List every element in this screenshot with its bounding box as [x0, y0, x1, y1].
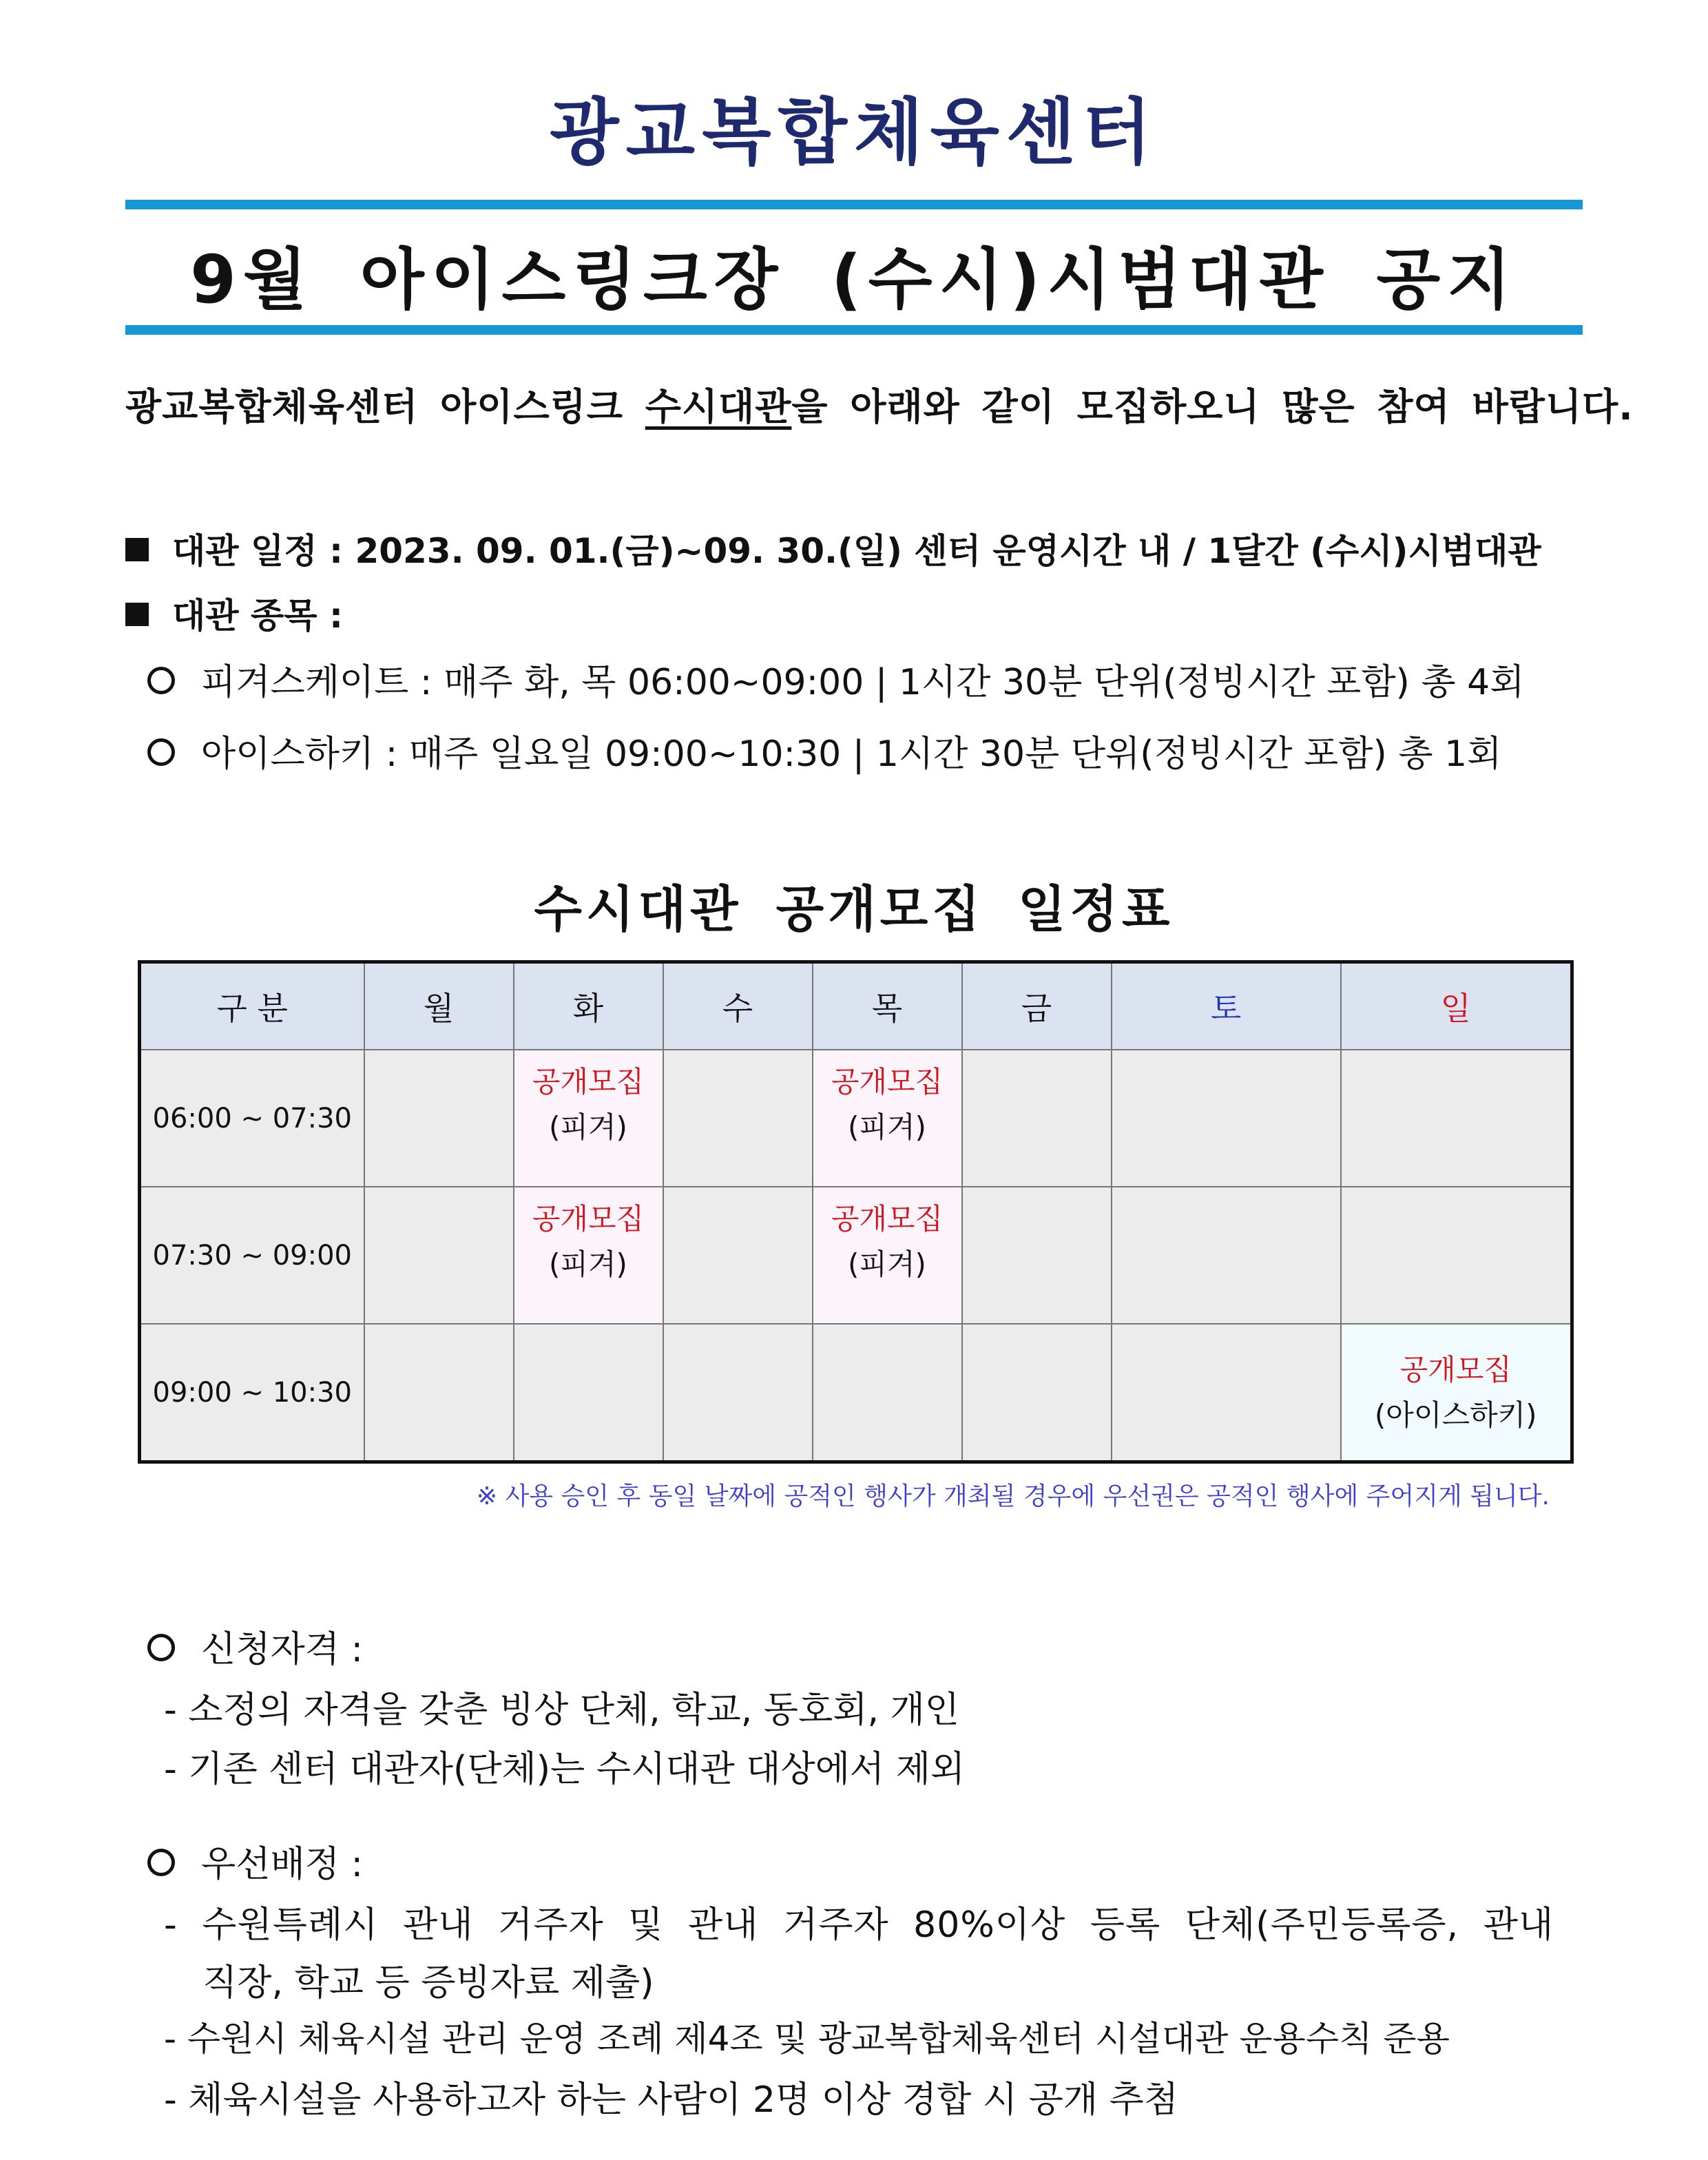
header-fri: 금: [962, 962, 1112, 1050]
cell-thu: [813, 1324, 962, 1462]
recruit-label: 공개모집: [831, 1064, 944, 1099]
priority-label: 우선배정 :: [201, 1844, 363, 1885]
cell-fri: [962, 1050, 1112, 1187]
table-row: [140, 1324, 1572, 1462]
cell-sun: [1341, 1050, 1572, 1187]
eligibility-heading: [147, 1620, 363, 1672]
cell-mon: [364, 1187, 514, 1324]
schedule-label: 대관 일정 :: [172, 531, 344, 571]
recruit-label: 공개모집: [532, 1064, 645, 1099]
priority-heading: [147, 1835, 363, 1887]
events-line: [125, 588, 343, 638]
title-rule-bottom: [125, 325, 1583, 335]
org-title: 광교복합체육센터: [550, 90, 1158, 174]
cell-thu: [813, 1187, 962, 1324]
header-mon: 월: [364, 962, 514, 1050]
event-item-text: 피겨스케이트 : 매주 화, 목 06:00~09:00 | 1시간 30분 단위(정빙시간 포함) 총 4회: [201, 662, 1525, 703]
eligibility-item: - 소정의 자격을 갖춘 빙상 단체, 학교, 동호회, 개인: [164, 1690, 959, 1731]
schedule-line: [125, 523, 1541, 573]
cell-sat: [1112, 1187, 1341, 1324]
cell-thu: [813, 1050, 962, 1187]
schedule-table: [138, 960, 1574, 1464]
recruit-target: (아이스하키): [1374, 1398, 1537, 1432]
recruit-label: 공개모집: [831, 1201, 944, 1236]
time-slot: 07:30 ~ 09:00: [140, 1187, 364, 1324]
cell-mon: [364, 1324, 514, 1462]
table-row: [140, 1187, 1572, 1324]
recruit-target: (피겨): [549, 1110, 627, 1144]
circle-bullet-icon: [147, 738, 175, 766]
cell-wed: [663, 1050, 813, 1187]
cell-tue: [514, 1050, 663, 1187]
event-item-text: 아이스하키 : 매주 일요일 09:00~10:30 | 1시간 30분 단위(정빙시간 포함) 총 1회: [201, 734, 1502, 775]
header-tue: 화: [514, 962, 663, 1050]
square-bullet-icon: [125, 538, 149, 561]
event-item-hockey: [147, 725, 1501, 776]
cell-wed: [663, 1187, 813, 1324]
time-slot: 06:00 ~ 07:30: [140, 1050, 364, 1187]
intro-underlined: 수시대관: [645, 385, 792, 428]
cell-sat: [1112, 1324, 1341, 1462]
cell-sun: [1341, 1187, 1572, 1324]
priority-item: - 수원시 체육시설 관리 운영 조례 제4조 및 광교복합체육센터 시설대관 운용수칙 준용: [164, 2019, 1450, 2059]
time-slot: 09:00 ~ 10:30: [140, 1324, 364, 1462]
circle-bullet-icon: [147, 1849, 175, 1876]
circle-bullet-icon: [147, 667, 175, 694]
circle-bullet-icon: [147, 1634, 175, 1661]
footnote: ※ 사용 승인 후 동일 날짜에 공적인 행사가 개최될 경우에 우선권은 공적인 행사에 주어지게 됩니다.: [476, 1482, 1550, 1510]
header-wed: 수: [663, 962, 813, 1050]
cell-sun: [1341, 1324, 1572, 1462]
event-item-figure: [147, 653, 1524, 705]
cell-mon: [364, 1050, 514, 1187]
notice-title: 9월 아이스링크장 (수시)시범대관 공지: [190, 241, 1518, 318]
recruit-target: (피겨): [848, 1247, 926, 1281]
recruit-target: (피겨): [549, 1247, 627, 1281]
header-thu: 목: [813, 962, 962, 1050]
header-category: 구 분: [140, 962, 364, 1050]
cell-fri: [962, 1324, 1112, 1462]
eligibility-item: - 기존 센터 대관자(단체)는 수시대관 대상에서 제외: [164, 1749, 966, 1790]
intro-text: [125, 377, 1634, 430]
priority-item: - 체육시설을 사용하고자 하는 사람이 2명 이상 경합 시 공개 추첨: [164, 2079, 1178, 2121]
schedule-value: 2023. 09. 01.(금)~09. 30.(일) 센터 운영시간 내 / 1달간 (수시)시범대관: [355, 531, 1541, 571]
header-sun: 일: [1341, 962, 1572, 1050]
cell-wed: [663, 1324, 813, 1462]
recruit-label: 공개모집: [1399, 1352, 1512, 1387]
square-bullet-icon: [125, 603, 149, 626]
priority-item: - 수원특례시 관내 거주자 및 관내 거주자 80%이상 등록 단체(주민등록증, 관내: [164, 1904, 1554, 1946]
table-row: [140, 1050, 1572, 1187]
title-rule-top: [125, 200, 1583, 209]
eligibility-label: 신청자격 :: [201, 1629, 363, 1670]
table-header-row: [140, 962, 1572, 1050]
intro-after: 을 아래와 같이 모집하오니 많은 참여 바랍니다.: [791, 385, 1634, 428]
cell-tue: [514, 1324, 663, 1462]
intro-before: 광교복합체육센터 아이스링크: [125, 385, 645, 428]
recruit-label: 공개모집: [532, 1201, 645, 1236]
priority-item-continued: 직장, 학교 등 증빙자료 제출): [202, 1962, 654, 2004]
recruit-target: (피겨): [848, 1110, 926, 1144]
events-label: 대관 종목 :: [172, 596, 344, 636]
header-sat: 토: [1112, 962, 1341, 1050]
cell-tue: [514, 1187, 663, 1324]
cell-fri: [962, 1187, 1112, 1324]
cell-sat: [1112, 1050, 1341, 1187]
table-title: 수시대관 공개모집 일정표: [534, 880, 1174, 938]
